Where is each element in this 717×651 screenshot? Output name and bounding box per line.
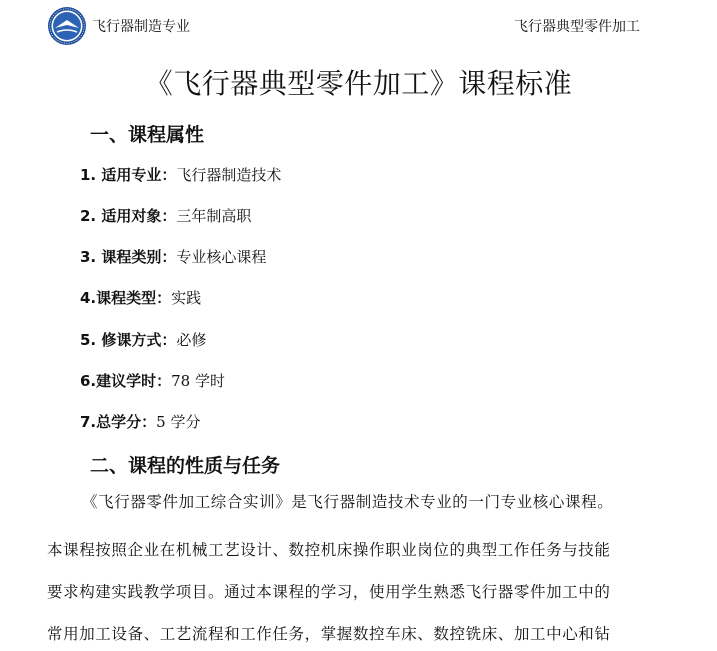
list-item [80,205,251,226]
list-item [80,329,206,350]
item-label: 2. 适用对象： [80,207,177,225]
list-item [80,370,225,391]
section-heading-nature-and-tasks: 二、课程的性质与任务 [90,455,281,477]
list-item [80,287,201,308]
item-label: 4.课程类型： [80,289,172,307]
item-label: 3. 课程类别： [80,248,177,266]
item-value: 专业核心课程 [176,248,267,266]
list-item [80,246,266,267]
item-value: 5 学分 [156,413,201,431]
header-major-label: 飞行器制造专业 [92,19,190,35]
paragraph-line: 《飞行器零件加工综合实训》是飞行器制造技术专业的一门专业核心课程。 [82,493,614,511]
paragraph-line: 常用加工设备、工艺流程和工作任务，掌握数控车床、数控铣床、加工中心和钻 [47,625,611,643]
header-course-label: 飞行器典型零件加工 [514,19,640,35]
item-value: 实践 [171,289,202,307]
item-value: 三年制高职 [176,207,252,225]
page-header [0,0,717,52]
item-label: 6.建议学时： [80,372,172,390]
paragraph-line: 本课程按照企业在机械工艺设计、数控机床操作职业岗位的典型工作任务与技能 [47,541,611,559]
item-value: 必修 [176,331,207,349]
university-emblem-icon [47,6,87,46]
list-item [80,411,200,432]
list-item [80,164,281,185]
item-label: 1. 适用专业： [80,166,177,184]
item-label: 7.总学分： [80,413,157,431]
item-value: 78 学时 [171,372,225,390]
section-heading-course-attributes: 一、课程属性 [90,124,205,146]
paragraph-line: 要求构建实践教学项目。通过本课程的学习，使用学生熟悉飞行器零件加工中的 [47,583,611,601]
page-title: 《飞行器典型零件加工》课程标准 [144,67,573,100]
item-value: 飞行器制造技术 [176,166,282,184]
item-label: 5. 修课方式： [80,331,177,349]
